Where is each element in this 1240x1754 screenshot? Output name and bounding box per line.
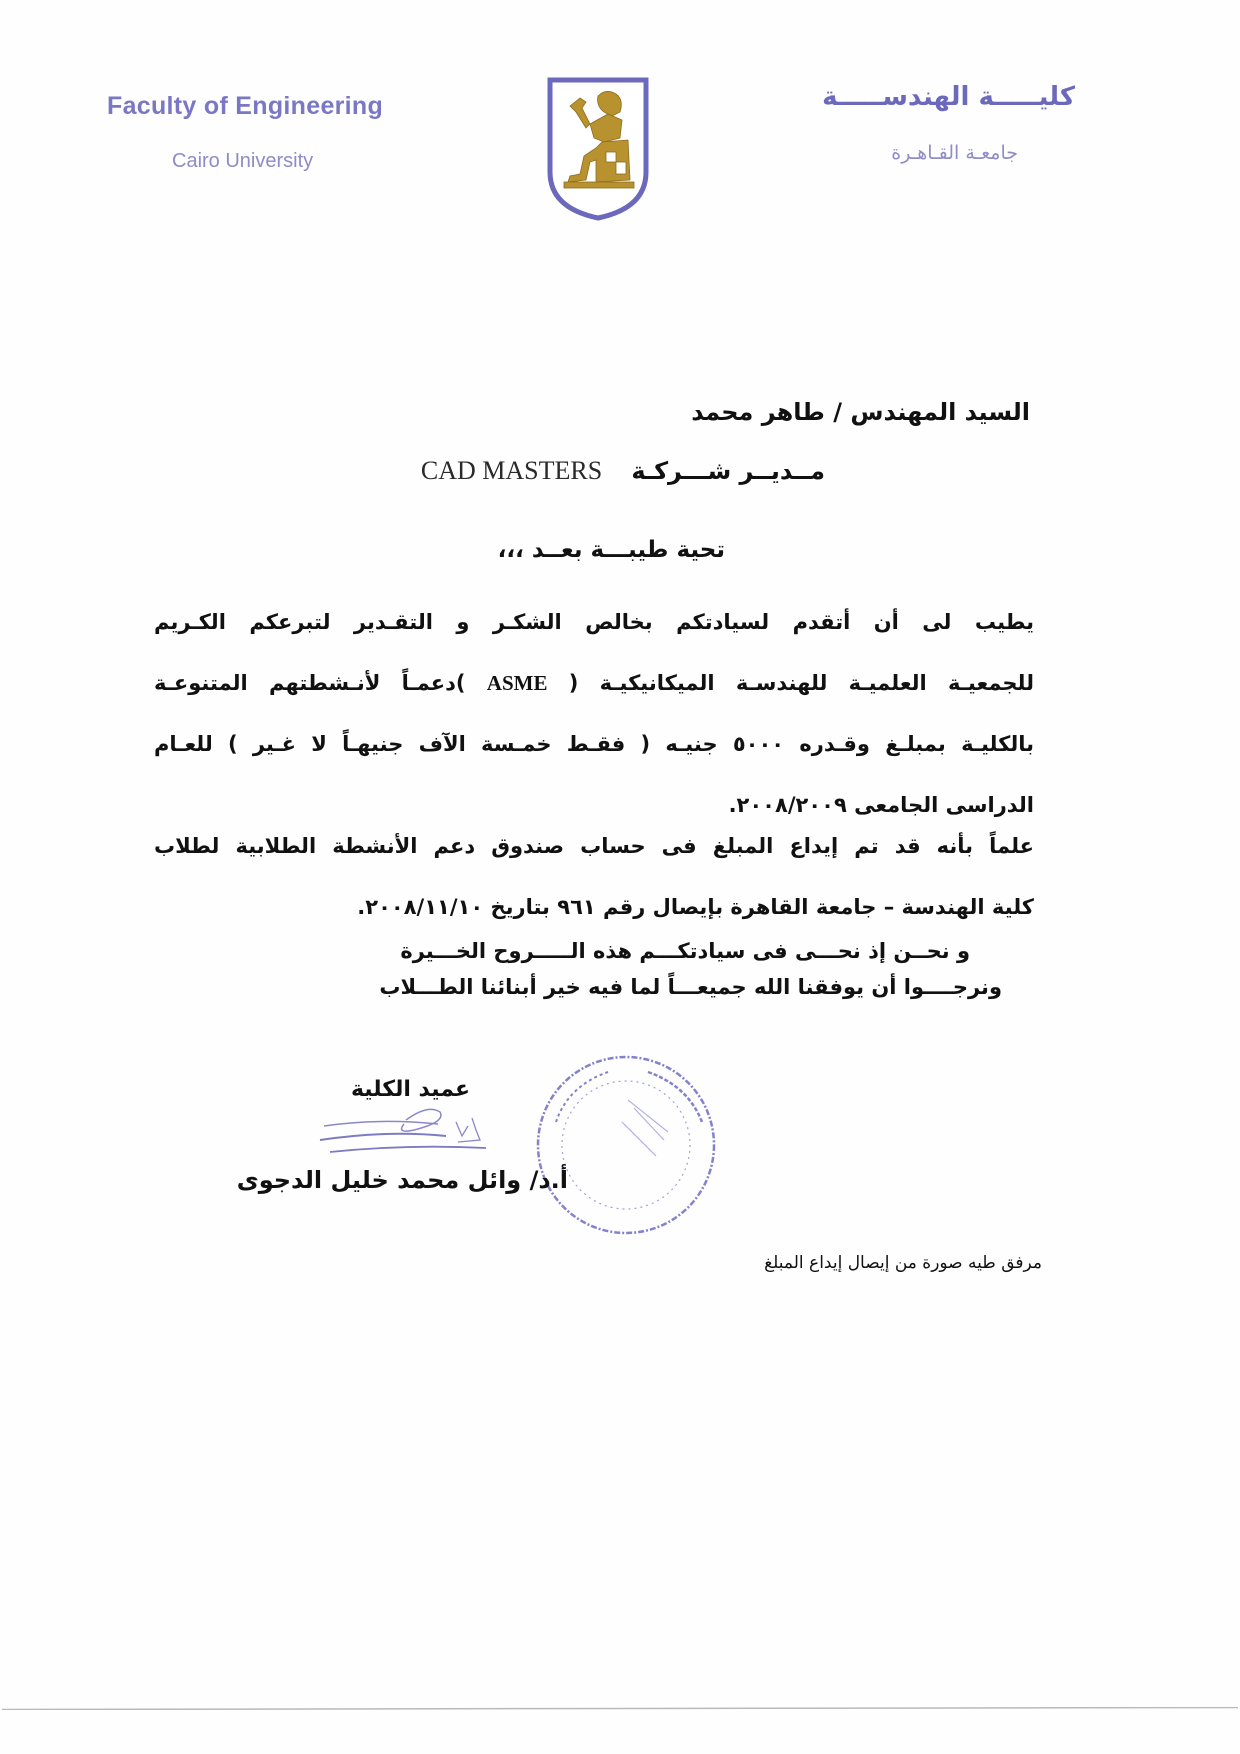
faculty-arabic-title: كليـــــة الهندســـــة <box>822 82 1075 112</box>
recipient-line: السيد المهندس / طاهر محمد <box>691 398 1030 426</box>
university-arabic-name: جامعـة القـاهـرة <box>891 142 1018 164</box>
attachment-note: مرفق طيه صورة من إيصال إيداع المبلغ <box>764 1253 1042 1273</box>
signatory-title: عميد الكلية <box>350 1077 470 1102</box>
university-english-name: Cairo University <box>172 150 314 172</box>
official-seal-stamp-icon <box>528 1052 724 1238</box>
bottom-edge-line <box>2 1707 1238 1710</box>
paragraph-line-part: )دعمـاً لأنـشطتهم المتنوعـة <box>154 671 466 695</box>
paragraph-line: بالكليـة بمبلـغ وقـدره ٥٠٠٠ جنيـه ( فقـط خمـسة الآف جنيهـاً لا غـير ) للعـام <box>154 732 1034 756</box>
paragraph-line: كلية الهندسة – جامعة القاهرة بإيصال رقم ٩٦١ بتاريخ ٢٠٠٨/١١/١٠. <box>357 895 1034 919</box>
closing-paragraph <box>270 933 1002 1005</box>
signatory-name: أ.د/ وائل محمد خليل الدجوى <box>236 1166 568 1194</box>
paragraph-line: الدراسى الجامعى ٢٠٠٨/٢٠٠٩. <box>728 793 1034 817</box>
company-label: مــديــر شـــركـة <box>631 457 825 485</box>
cairo-university-crest-icon <box>546 76 650 222</box>
closing-line: و نحــن إذ نحـــى فى سيادتكـــم هذه الـــــروح الخـــيرة <box>400 939 970 963</box>
faculty-english-title: Faculty of Engineering <box>107 92 384 120</box>
handwritten-signature-icon <box>318 1100 498 1160</box>
asme-abbreviation: ASME <box>486 671 548 695</box>
company-name: CAD MASTERS <box>420 456 603 485</box>
greeting: تحية طيبـــة بعــد ،،، <box>497 537 725 563</box>
thanks-paragraph <box>154 592 1034 836</box>
company-line <box>421 456 825 486</box>
paragraph-line: علماً بأنه قد تم إيداع المبلغ فى حساب صندوق دعم الأنشطة الطلابية لطلاب <box>154 834 1034 858</box>
paragraph-line-part: للجمعيـة العلميـة للهندسـة الميكانيكيـة ( <box>568 671 1035 695</box>
paragraph-line-asme <box>154 653 1034 714</box>
deposit-paragraph <box>154 816 1034 938</box>
paragraph-line: يطيب لى أن أتقدم لسيادتكم بخالص الشكـر و التقـدير لتبرعكم الكـريم <box>154 610 1034 634</box>
closing-line: ونرجــــوا أن يوفقنا الله جميعـــاً لما فيه خير أبنائنا الطـــلاب <box>379 975 1002 999</box>
